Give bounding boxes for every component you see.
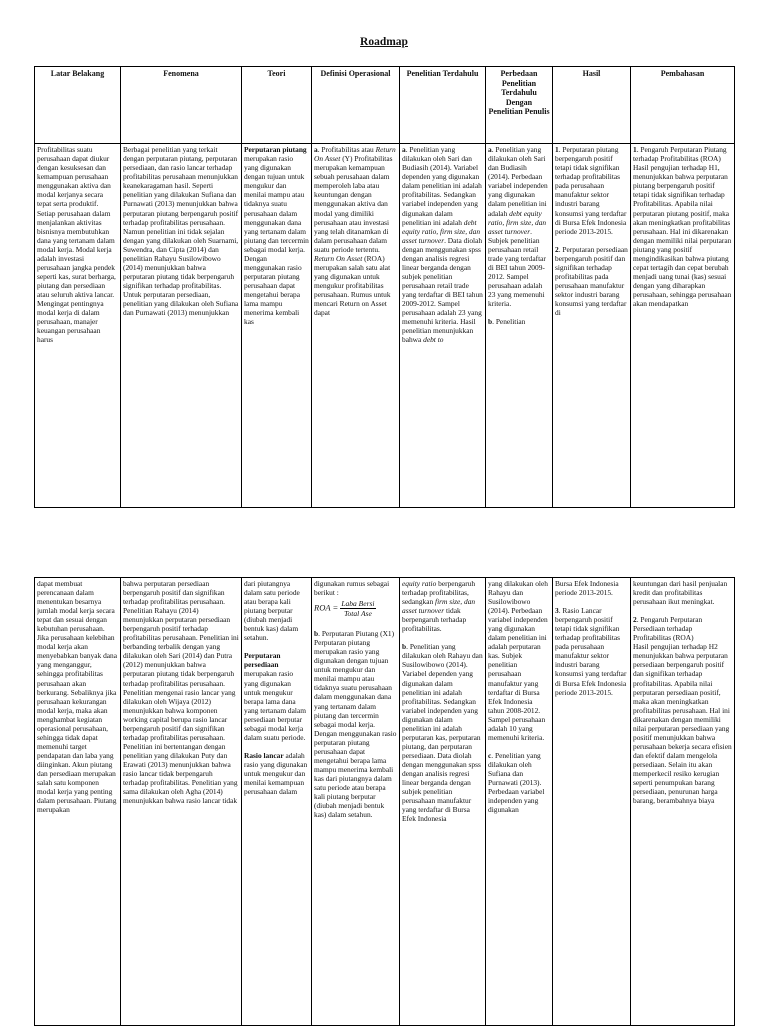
cell-text: Hasil pengujian terhadap H2 menunjukkan bahwa perputaran persediaan berpengaruh positif dan signifikan terhadap profitabilitas. Apabila nilai perputaran persediaan positif, maka akan meningkatkan profitabilitas perusahaan. Hal ini dikarenakan dengan memiliki nilai perputaran persediaan yang positif menunjukkan bahwa perusahaan bekerja secara efisien dan efektif dalam mengelola persediaan. Selain itu akan memperkecil resiko kerugian seperti penumpukan barang persediaan, penurunan harga barang, berambahnya biaya xyxy=(633,642,732,806)
roadmap-table-bottom xyxy=(34,577,735,1026)
cell-penelitian-terdahulu xyxy=(400,578,486,1026)
cell-text: Bursa Efek Indonesia periode 2013-2015. xyxy=(555,579,619,598)
cell-latar-belakang xyxy=(35,144,121,508)
table-row xyxy=(35,144,735,508)
cell-text: . Penelitian yang dilakukan oleh Rahayu dan Susilowibowo (2014). Variabel dependen yang digunakan dalam penelitian ini adalah profitabilitas. Sedangkan variabel independen yang digunakan dalam penelitian ini adalah perputaran kas, perputaran piutang, dan perputaran persediaan. Data diolah dengan menggunakan spss dengan analisis regresi linear berganda dengan subjek penelitian perusahaan manufaktur yang terdaftar di Bursa Efek Indonesia xyxy=(402,642,483,824)
cell-text: a xyxy=(314,145,318,155)
cell-text: . Perputaran Piutang (X1) Perputaran piutang merupakan rasio yang digunakan dengan tujuan untuk mengukur dan menilai mampu atau tidaknya suatu perusahaan dalam menggunakan dana yang tertanam dalam piutang dan tercermin sebagai modal kerja. Dengan menggunakan rasio perputaran piutang perusahaan dapat mengetahui berapa lama mampu menerima kembali kas dari piutangnya dalam satu periode atau berapa kali piutang berputar (diubah menjadi bentuk kas) dalam setahun. xyxy=(314,629,397,820)
header-teori: Teori xyxy=(242,67,312,144)
cell-text: Return On Asset xyxy=(314,253,363,263)
cell-text: berpengaruh terhadap profitabilitas, sedangkan xyxy=(402,579,476,607)
cell-definisi-operasional xyxy=(312,578,400,1026)
roa-formula xyxy=(314,599,376,618)
cell-latar-belakang xyxy=(35,578,121,1026)
header-fenomena: Fenomena xyxy=(121,67,242,144)
cell-text: . Pengaruh Perputaran Piutang terhadap Profitabilitas (ROA) xyxy=(633,145,727,164)
cell-hasil xyxy=(553,144,631,508)
cell-text: (ROA) merupakan salah satu alat yang digunakan untuk mengukur profitabilitas perusahaan. Rumus untuk mencari Return on Asset dapat xyxy=(314,253,391,318)
cell-text: equity ratio xyxy=(402,579,437,588)
cell-text: b xyxy=(314,629,319,639)
cell-text: a xyxy=(402,145,406,155)
table-row xyxy=(35,578,735,1026)
cell-text: c xyxy=(488,750,492,760)
cell-text: Berbagai penelitian yang terkait dengan perputaran piutang, perputaran persediaan, dan rasio lancar terhadap profitabilitas perusahaan menunjukkan keanekaragaman hasil. Seperti penelitian yang dilakukan Sufiana dan Purnawati (2013) menunjukkan bahwa perputaran piutang berpengaruh positif terhadap profitabilitas perusahaan. Namun penelitian ini tidak sejalan dengan yang dilakukan oleh Suarnami, Suwendra, dan Cipta (2014) dan penelitian Rahayu Susilowibowo (2014) menunjukkan bahwa perputaran piutang tidak berpengaruh signifikan terhadap profitabilitas. Untuk perputaran persediaan, penelitian yang dilakukan oleh Sufiana dan Purnawati (2013) menunjukkan xyxy=(123,145,239,318)
cell-text: 2 xyxy=(633,615,637,625)
cell-text: dari piutangnya dalam satu periode atau berapa kali piutang berputar (diubah menjadi bentuk kas) dalam setahun. xyxy=(244,579,300,643)
cell-perbedaan-penelitian xyxy=(486,144,553,508)
cell-text: merupakan rasio yang digunakan dengan tujuan untuk mengukur dan menilai mampu atau tidaknya suatu perusahaan dalam menggunakan dana yang tertanam dalam piutang dan tercermin sebagai modal kerja. Dengan menggunakan rasio perputaran piutang perusahaan dapat mengetahui berapa lama mampu menerima kembali kas xyxy=(244,154,309,327)
cell-text: . Penelitian xyxy=(492,317,526,327)
cell-text: debt equity ratio, firm size, dan asset turnover xyxy=(402,217,481,245)
cell-teori xyxy=(242,578,312,1026)
cell-text: . Perputaran persediaan berpengaruh positif dan signifikan terhadap profitabilitas pada perusahaan manufaktur sektor industri barang konsumsi yang terdaftar di xyxy=(555,244,628,318)
cell-text: 1 xyxy=(555,145,559,155)
cell-teori xyxy=(242,144,312,508)
cell-text: tidak berpengaruh terhadap profitabilitas. xyxy=(402,606,467,634)
cell-penelitian-terdahulu xyxy=(400,144,486,508)
cell-text: . Penelitian yang dilakukan oleh Sari dan Budiasih (2014). Variabel dependen yang digunakan dalam penelitian ini adalah profitabilitas. Sedangkan variabel independen yang digunakan dalam penelitian ini adalah xyxy=(402,145,482,227)
header-hasil: Hasil xyxy=(553,67,631,144)
cell-text: bahwa perputaran persediaan berpengaruh positif dan signifikan terhadap profitabilitas perusahaan. Penelitian Rahayu (2014) menunjukkan perputaran persediaan berpengaruh positif terhadap profitabilitas perusahaan. Penelitian ini berbanding terbalik dengan yang dilakukan oleh Sari (2014) dan Putra (2012) menunjukkan bahwa perputaran piutang tidak berpengaruh terhadap profitabilitas perusahaan. Penelitian mengenai rasio lancar yang dilakukan oleh Wijaya (2012) menunjukkan bahwa komponen working capital berupa rasio lancar berpengaruh positif dan signifikan terhadap profitabilitas perusahaan. Penelitian ini bertentangan dengan penelitian yang dilakukan Puty dan Erawati (2013) menunjukkan bahwa rasio lancar tidak berpengaruh terhadap profitabilitas. Penelitian yang sama dilakukan oleh Agha (2014) menunjukkan bahwa rasio lancar tidak xyxy=(123,579,239,806)
cell-text: adalah rasio yang digunakan untuk mengukur dan menilai kemampuan perusahaan dalam xyxy=(244,750,308,797)
cell-text: . Data diolah dengan menggunakan spss dengan analisis regresi linear berganda dengan subjek penelitian perusahaan retail trade yang terdaftar di BEI tahun 2009-2012. Sampel perusahaan adalah 23 yang memenuhi kriteria. Hasil penelitian menunjukkan bahwa xyxy=(402,235,483,345)
cell-fenomena xyxy=(121,144,242,508)
cell-text: b xyxy=(488,317,493,327)
roadmap-table-top xyxy=(34,66,735,508)
cell-text: a xyxy=(488,145,492,155)
table-header-row xyxy=(35,67,735,144)
formula-lhs: ROA = xyxy=(314,602,341,613)
cell-hasil xyxy=(553,578,631,1026)
cell-text: . Pengaruh Perputaran Persediaan terhadap Profitabilitas (ROA) xyxy=(633,615,703,643)
header-penelitian-terdahulu: Penelitian Terdahulu xyxy=(400,67,486,144)
cell-text: (Y) Profitabilitas merupakan kemampuan sebuah perusahaan dalam memperoleh laba atau keuntungan dengan menggunakan aktiva dan modal yang dimiliki perusahaan atau investasi yang telah ditanamkan di dalam perusahaan dalam suatu periode tertentu. xyxy=(314,154,393,254)
cell-text: 2 xyxy=(555,244,559,254)
cell-text: merupakan rasio yang digunakan untuk mengukur berapa lama dana yang tertanam dalam persediaan berputar sebagai modal kerja dalam suatu periode. xyxy=(244,669,306,742)
cell-text: . Penelitian yang dilakukan oleh Sari dan Budiasih (2014). Perbedaan variabel independen yang digunakan dalam penelitian ini adalah xyxy=(488,145,548,218)
cell-text: . Perputaran piutang berpengaruh positif tetapi tidak signifikan terhadap profitabilitas pada perusahaan manufaktur sektor industri barang konsumsi yang terdaftar di Bursa Efek Indonesia periode 2013-2015. xyxy=(555,145,627,236)
formula-denominator: Total Ase xyxy=(344,609,372,619)
cell-text: keuntungan dari hasil penjualan kredit dan profitabilitas perusahaan ikut meningkat. xyxy=(633,579,728,607)
cell-perbedaan-penelitian xyxy=(486,578,553,1026)
cell-text: Profitabilitas suatu perusahaan dapat diukur dengan kesuksesan dan kemampuan perusahaan menggunakan aktiva dan modal kerjanya secara tepat serta produktif. Setiap perusahaan dalam menjalankan aktivitas bisnisnya membutuhkan dana yang tertanam dalam modal kerja. Modal kerja adalah investasi perusahaan jangka pendek seperti kas, surat berharga, piutang dan persediaan atau seluruh aktiva lancar. Mengingat pentingnya modal kerja di dalam perusahaan, manajer keuangan perusahaan harus xyxy=(37,145,116,345)
cell-pembahasan xyxy=(631,578,735,1026)
cell-text: 1 xyxy=(633,145,637,155)
cell-text: Perputaran persediaan xyxy=(244,651,281,670)
cell-text: yang dilakukan oleh Rahayu dan Susilowibowo (2014). Perbedaan variabel independen yang digunakan dalam penelitian ini adalah perputaran kas. Subjek penelitian perusahaan manufaktur yang terdaftar di Bursa Efek Indonesia tahun 2008-2012. Sampel perusahaan adalah 10 yang memenuhi kriteria. xyxy=(488,579,548,742)
cell-text: digunakan rumus sebagai berikut : xyxy=(314,579,390,598)
cell-text: 3 xyxy=(555,606,559,616)
cell-pembahasan xyxy=(631,144,735,508)
formula-numerator: Laba Bersi xyxy=(341,599,375,609)
cell-text: . Subjek penelitian perusahaan retail trade yang terdaftar di BEI tahun 2009-2012. Sampel perusahaan adalah 23 yang memenuhi kriteria. xyxy=(488,226,546,308)
cell-text: . Rasio Lancar berpengaruh positif tetapi tidak signifikan terhadap profitabilitas pada perusahaan manufaktur sektor industri barang konsumsi yang terdaftar di Bursa Efek Indonesia periode 2013-2015. xyxy=(555,606,627,697)
cell-fenomena xyxy=(121,578,242,1026)
cell-text: firm size, dan asset turnover xyxy=(402,597,476,616)
cell-text: Return On Asset xyxy=(314,145,396,164)
header-pembahasan: Pembahasan xyxy=(631,67,735,144)
cell-text: Rasio lancar xyxy=(244,750,284,760)
cell-text: Hasil pengujian terhadap H1, menunjukkan bahwa perputaran piutang berpengaruh positif tetapi tidak signifikan terhadap Profitabilitas. Apabila nilai perputaran piutang positif, maka akan meningkatkan profitabilitas perusahaan. Hal ini dikarenakan dengan memiliki nilai perputaran piutang yang positif mengindikasikan bahwa piutang cepat tertagih dan cepat berubah menjadi uang tunai (kas) sesuai dengan yang diharapkan perusahaan, sehingga perusahaan akan mendapatkan xyxy=(633,163,732,308)
header-definisi-operasional: Definisi Operasional xyxy=(312,67,400,144)
cell-text: b xyxy=(402,642,407,652)
cell-definisi-operasional xyxy=(312,144,400,508)
cell-text: debt to xyxy=(423,335,444,345)
page-title: Roadmap xyxy=(360,36,408,48)
cell-text: debt equity ratio, firm size, dan asset turnover xyxy=(488,208,547,236)
cell-text: . Profitabilitas atau xyxy=(317,145,376,155)
header-perbedaan-penelitian: Perbedaan Penelitian Terdahulu Dengan Penelitian Penulis xyxy=(486,67,553,144)
cell-text: . Penelitian yang dilakukan oleh Sufiana dan Purnawati (2013). Perbedaan variabel independen yang digunakan xyxy=(488,750,545,815)
cell-text: Perputaran piutang xyxy=(244,145,307,155)
header-latar-belakang: Latar Belakang xyxy=(35,67,121,144)
cell-text: dapat membuat perencanaan dalam menentukan besarnya jumlah modal kerja secara tepat dan sesuai dengan kebutuhan perusahaan. Jika perusahaan kelebihan modal kerja akan menyebabkan banyak dana yang menganggur, sehingga profitabilitas perusahaan akan berkurang. Sebaliknya jika perusahaan kekurangan modal kerja, maka akan menghambat kegiatan operasional perusahaan, sehingga tidak dapat memenuhi target pendapatan dan laba yang diinginkan. Akun piutang dan persediaan merupakan salah satu komponen modal kerja yang penting dalam perusahaan. Piutang merupakan xyxy=(37,579,118,815)
